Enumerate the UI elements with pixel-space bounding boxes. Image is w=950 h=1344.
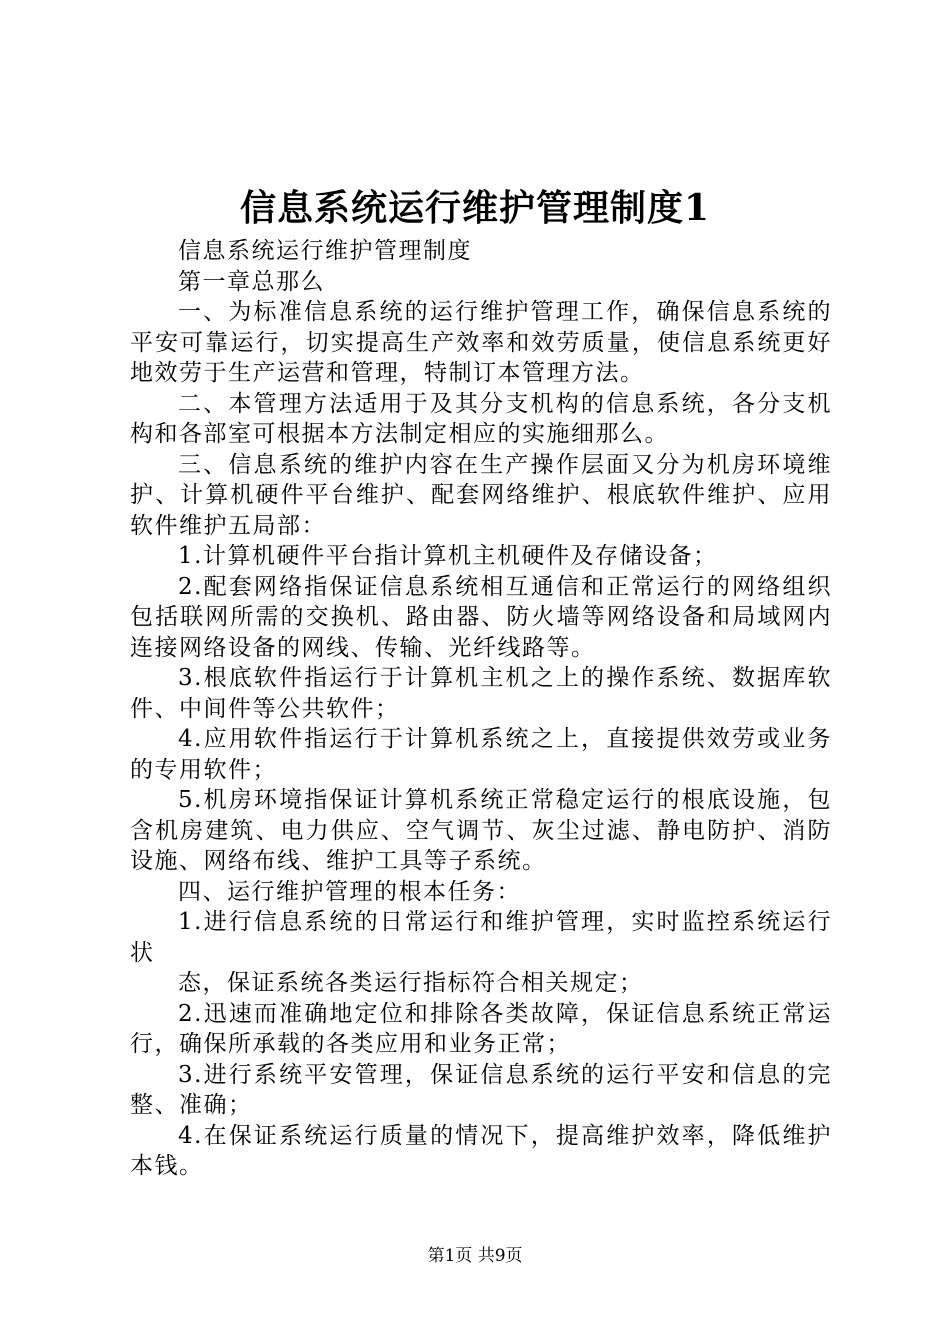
paragraph-item-machine-room: 5.机房环境指保证计算机系统正常稳定运行的根底设施，包含机房建筑、电力供应、空气调节、灰尘过滤、静电防护、消防设施、网络布线、维护工具等子系统。 — [130, 787, 832, 874]
paragraph-task-4: 4.在保证系统运行质量的情况下，提高维护效率，降低维护本钱。 — [130, 1122, 832, 1179]
paragraph-item-base-software: 3.根底软件指运行于计算机主机之上的操作系统、数据库软件、中间件等公共软件； — [130, 665, 832, 722]
paragraph-item-network: 2.配套网络指保证信息系统相互通信和正常运行的网络组织包括联网所需的交换机、路由器、防火墙等网络设备和局域网内连接网络设备的网线、传输、光纤线路等。 — [130, 573, 832, 661]
paragraph-task-2: 2.迅速而准确地定位和排除各类故障，保证信息系统正常运行，确保所承载的各类应用和业务正常； — [130, 1000, 832, 1057]
paragraph-article-4: 四、运行维护管理的根本任务： — [178, 878, 521, 905]
page-footer: 第1页 共9页 — [427, 1246, 523, 1266]
paragraph-article-3: 三、信息系统的维护内容在生产操作层面又分为机房环境维护、计算机硬件平台维护、配套网络维护、根底软件维护、应用软件维护五局部： — [130, 451, 832, 539]
paragraph-task-1-continued: 态，保证系统各类运行指标符合相关规定； — [178, 970, 644, 996]
paragraph-item-hardware: 1.计算机硬件平台指计算机主机硬件及存储设备； — [178, 543, 718, 569]
paragraph-doc-name: 信息系统运行维护管理制度 — [178, 238, 472, 264]
paragraph-chapter-heading: 第一章总那么 — [178, 268, 325, 295]
paragraph-item-app-software: 4.应用软件指运行于计算机系统之上，直接提供效劳或业务的专用软件； — [130, 726, 832, 783]
document-title: 信息系统运行维护管理制度1 — [239, 187, 711, 229]
paragraph-task-1: 1.进行信息系统的日常运行和维护管理，实时监控系统运行状 — [130, 909, 832, 966]
paragraph-article-1: 一、为标准信息系统的运行维护管理工作，确保信息系统的平安可靠运行，切实提高生产效率和效劳质量，使信息系统更好地效劳于生产运营和管理，特制订本管理方法。 — [130, 299, 832, 386]
paragraph-task-3: 3.进行系统平安管理，保证信息系统的运行平安和信息的完整、准确； — [130, 1061, 832, 1118]
document-body — [130, 236, 832, 1182]
paragraph-article-2: 二、本管理方法适用于及其分支机构的信息系统，各分支机构和各部室可根据本方法制定相应的实施细那么。 — [130, 390, 832, 447]
